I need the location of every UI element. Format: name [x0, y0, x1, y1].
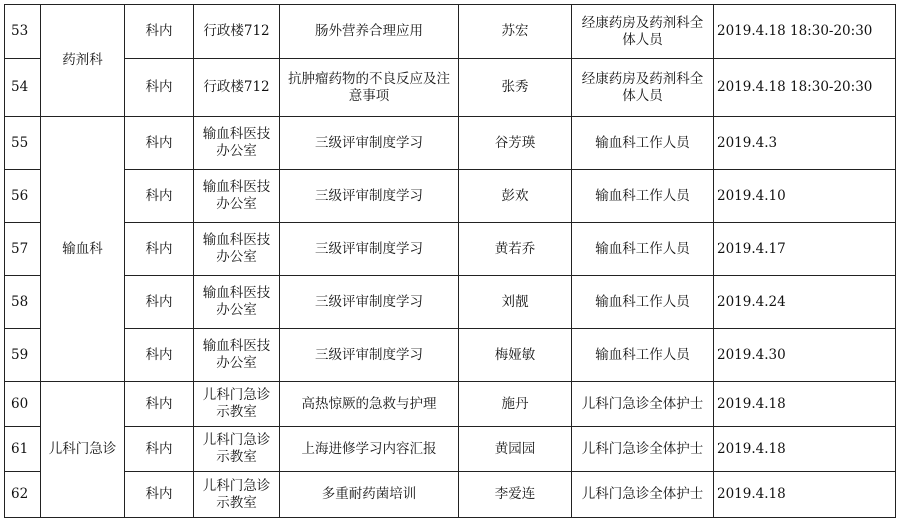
location: 输血科医技办公室	[194, 117, 280, 170]
training-type: 科内	[125, 472, 194, 518]
table-row	[5, 329, 896, 382]
department-cell: 药剂科	[41, 5, 125, 117]
training-type: 科内	[125, 170, 194, 223]
location: 输血科医技办公室	[194, 223, 280, 276]
table-row	[5, 472, 896, 518]
topic: 抗肿瘤药物的不良反应及注意事项	[280, 59, 459, 117]
table-row	[5, 117, 896, 170]
training-type: 科内	[125, 117, 194, 170]
location: 儿科门急诊示教室	[194, 427, 280, 472]
audience: 输血科工作人员	[572, 276, 714, 329]
topic: 三级评审制度学习	[280, 329, 459, 382]
table-row	[5, 276, 896, 329]
training-type: 科内	[125, 276, 194, 329]
row-number: 55	[5, 117, 41, 170]
date-time: 2019.4.24	[714, 276, 896, 329]
table-row	[5, 427, 896, 472]
department-cell: 儿科门急诊	[41, 382, 125, 518]
topic: 三级评审制度学习	[280, 170, 459, 223]
date-time: 2019.4.18	[714, 472, 896, 518]
location: 儿科门急诊示教室	[194, 472, 280, 518]
row-number: 58	[5, 276, 41, 329]
training-type: 科内	[125, 329, 194, 382]
audience: 儿科门急诊全体护士	[572, 427, 714, 472]
location: 行政楼712	[194, 59, 280, 117]
speaker: 黄若乔	[459, 223, 572, 276]
audience: 儿科门急诊全体护士	[572, 472, 714, 518]
row-number: 61	[5, 427, 41, 472]
date-time: 2019.4.18 18:30-20:30	[714, 59, 896, 117]
date-time: 2019.4.18	[714, 427, 896, 472]
audience: 输血科工作人员	[572, 223, 714, 276]
date-time: 2019.4.17	[714, 223, 896, 276]
speaker: 李爱连	[459, 472, 572, 518]
speaker: 施丹	[459, 382, 572, 427]
audience: 输血科工作人员	[572, 170, 714, 223]
table-row	[5, 5, 896, 59]
date-time: 2019.4.10	[714, 170, 896, 223]
speaker: 黄园园	[459, 427, 572, 472]
date-time: 2019.4.30	[714, 329, 896, 382]
topic: 肠外营养合理应用	[280, 5, 459, 59]
topic: 上海进修学习内容汇报	[280, 427, 459, 472]
topic: 多重耐药菌培训	[280, 472, 459, 518]
row-number: 54	[5, 59, 41, 117]
training-type: 科内	[125, 382, 194, 427]
row-number: 62	[5, 472, 41, 518]
topic: 三级评审制度学习	[280, 223, 459, 276]
speaker: 刘靓	[459, 276, 572, 329]
date-time: 2019.4.18 18:30-20:30	[714, 5, 896, 59]
topic: 高热惊厥的急救与护理	[280, 382, 459, 427]
speaker: 梅娅敏	[459, 329, 572, 382]
speaker: 彭欢	[459, 170, 572, 223]
table-row	[5, 170, 896, 223]
training-type: 科内	[125, 427, 194, 472]
training-type: 科内	[125, 223, 194, 276]
table-row	[5, 382, 896, 427]
topic: 三级评审制度学习	[280, 117, 459, 170]
audience: 经康药房及药剂科全体人员	[572, 59, 714, 117]
topic: 三级评审制度学习	[280, 276, 459, 329]
speaker: 谷芳瑛	[459, 117, 572, 170]
audience: 输血科工作人员	[572, 329, 714, 382]
location: 儿科门急诊示教室	[194, 382, 280, 427]
date-time: 2019.4.18	[714, 382, 896, 427]
location: 行政楼712	[194, 5, 280, 59]
department-cell: 输血科	[41, 117, 125, 382]
location: 输血科医技办公室	[194, 276, 280, 329]
date-time: 2019.4.3	[714, 117, 896, 170]
location: 输血科医技办公室	[194, 329, 280, 382]
row-number: 60	[5, 382, 41, 427]
training-type: 科内	[125, 5, 194, 59]
training-type: 科内	[125, 59, 194, 117]
row-number: 59	[5, 329, 41, 382]
speaker: 张秀	[459, 59, 572, 117]
speaker: 苏宏	[459, 5, 572, 59]
row-number: 56	[5, 170, 41, 223]
row-number: 57	[5, 223, 41, 276]
audience: 输血科工作人员	[572, 117, 714, 170]
location: 输血科医技办公室	[194, 170, 280, 223]
row-number: 53	[5, 5, 41, 59]
training-schedule-table	[4, 4, 896, 518]
audience: 儿科门急诊全体护士	[572, 382, 714, 427]
audience: 经康药房及药剂科全体人员	[572, 5, 714, 59]
table-row	[5, 59, 896, 117]
table-row	[5, 223, 896, 276]
